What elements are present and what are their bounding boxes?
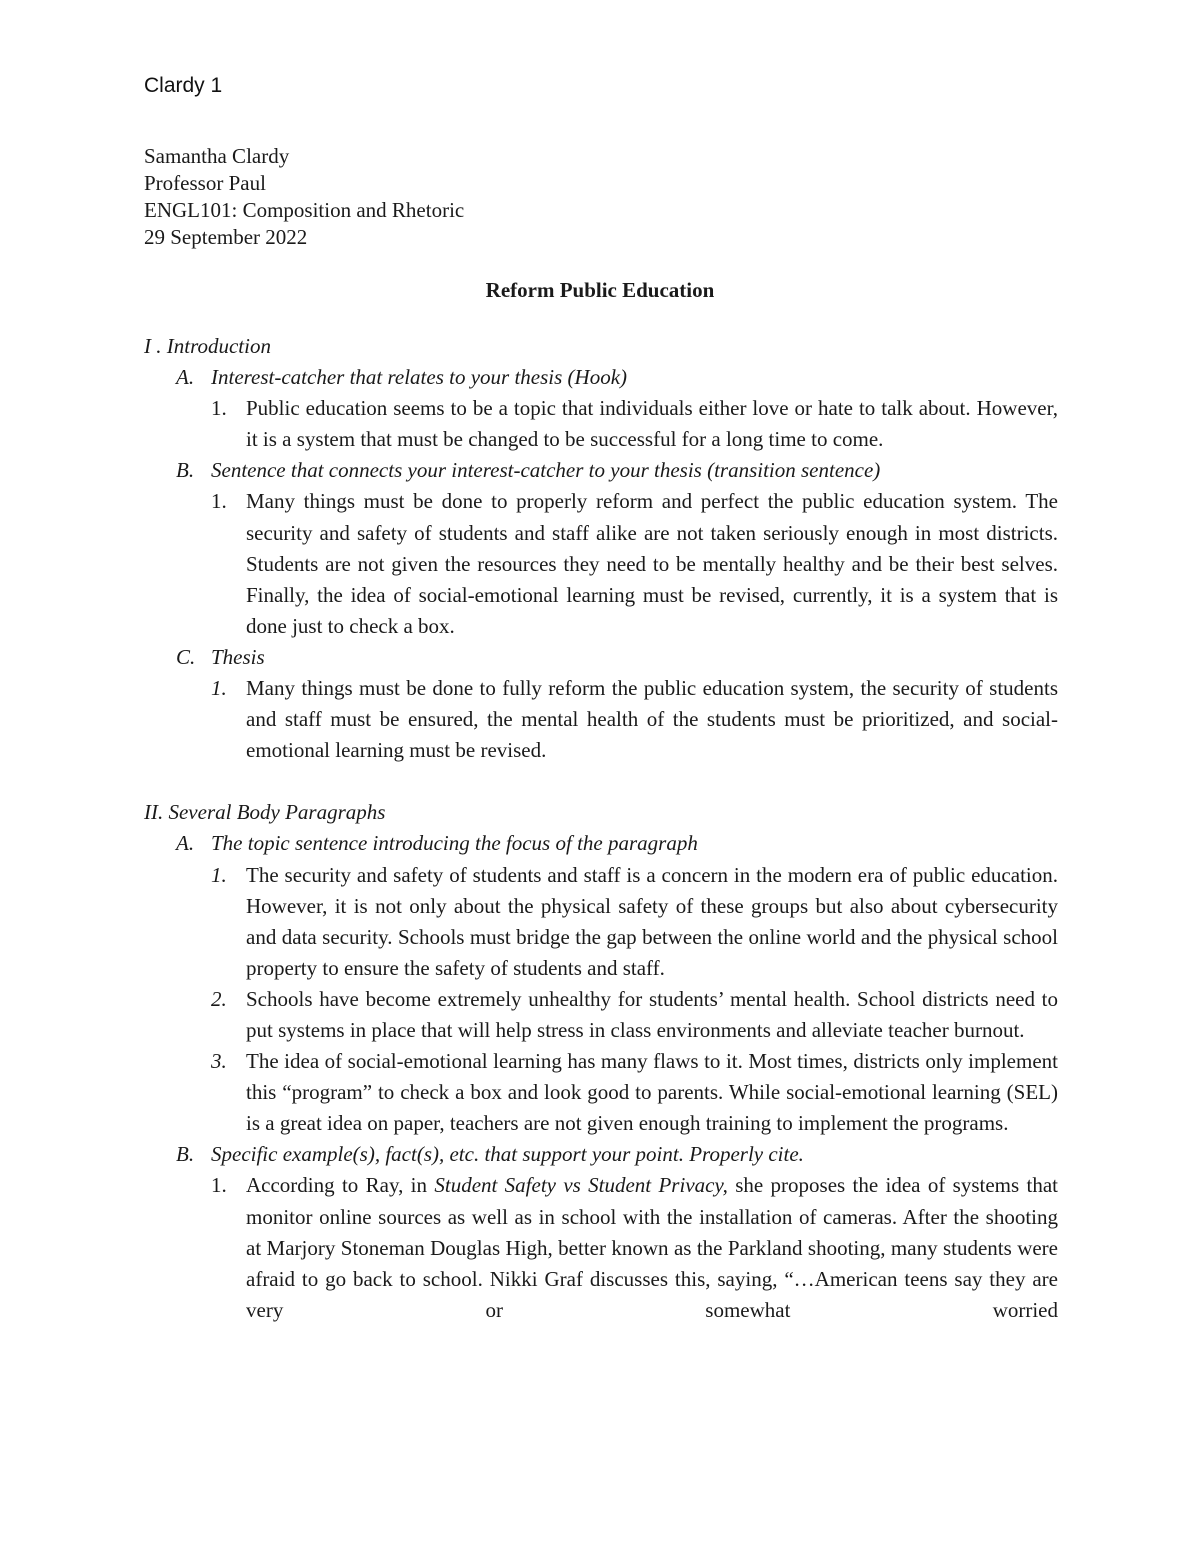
subsection-heading <box>144 828 1058 859</box>
document-title: Reform Public Education <box>485 278 715 302</box>
subsection-heading <box>144 1139 1058 1170</box>
outline-item <box>144 860 1058 984</box>
section-heading-introduction: I . Introduction <box>144 334 271 358</box>
item-number: 3. <box>211 1049 227 1074</box>
item-text: Public education seems to be a topic that individuals either love or hate to talk about. However, it is a system that must be changed to be successful for a long time to come. <box>246 396 1058 452</box>
item-number: 2. <box>211 986 227 1011</box>
course-name: ENGL101: Composition and Rhetoric <box>144 198 465 222</box>
date: 29 September 2022 <box>144 225 308 249</box>
item-text-post: she proposes the idea of systems that monitor online sources as well as in school with the installation of cameras. After the shooting at Marjory Stoneman Douglas High, better known as the Parkland shooting, many students were afraid to go back to school. Nikki Graf discusses this, saying, “…American teens say they are very or somewhat worried <box>246 1173 1058 1322</box>
item-number: 1. <box>211 1173 227 1198</box>
subsection-label: Thesis <box>211 644 265 669</box>
outline-item <box>144 1046 1058 1139</box>
professor-name: Professor Paul <box>144 171 266 195</box>
subsection-heading <box>144 642 1058 673</box>
item-number: 1. <box>211 862 227 887</box>
subsection-marker: A. <box>176 365 195 390</box>
item-text: Many things must be done to properly reform and perfect the public education system. The security and safety of students and staff alike are not taken seriously enough in most districts. Students are not given the resources they need to be mentally healthy and be their best selves. Finally, the idea of social-emotional learning must be revised, currently, it is a system that is done just to check a box. <box>246 489 1058 638</box>
outline-item <box>144 393 1058 455</box>
section-heading-body-paragraphs: II. Several Body Paragraphs <box>144 800 386 825</box>
outline-item <box>144 673 1058 766</box>
item-number: 1. <box>211 676 227 701</box>
subsection-marker: A. <box>176 831 195 856</box>
item-text: Schools have become extremely unhealthy for students’ mental health. School districts need to put systems in place that will help stress in class environments and alleviate teacher burnout. <box>246 986 1058 1042</box>
item-text-pre: According to Ray, in <box>246 1173 435 1198</box>
item-number: 1. <box>211 489 227 514</box>
subsection-label: The topic sentence introducing the focus of the paragraph <box>211 831 698 856</box>
subsection-label: Interest-catcher that relates to your thesis (Hook) <box>211 365 628 390</box>
item-text: The security and safety of students and staff is a concern in the modern era of public education. However, it is not only about the physical safety of these groups but also about cybersecurity and data security. Schools must bridge the gap between the online world and the physical school property to ensure the safety of students and staff. <box>246 862 1058 980</box>
subsection-label-rest: . that support your point. Properly cite. <box>473 1142 804 1167</box>
subsection-marker: C. <box>176 644 196 669</box>
item-text: The idea of social-emotional learning has many flaws to it. Most times, districts only implement this “program” to check a box and look good to parents. While social-emotional learning (SEL) is a great idea on paper, teachers are not given enough training to implement the programs. <box>246 1049 1058 1136</box>
mla-heading <box>144 143 464 251</box>
subsection-heading <box>144 455 1058 486</box>
item-number: 1. <box>211 396 227 421</box>
outline-item <box>144 984 1058 1046</box>
subsection-label-italic: Specific example(s), fact(s), etc <box>211 1142 474 1167</box>
outline-item <box>144 1170 1058 1325</box>
author-name: Samantha Clardy <box>144 144 290 168</box>
running-header: Clardy 1 <box>144 74 223 97</box>
outline-body <box>144 331 1058 1326</box>
blank-line <box>144 766 1058 797</box>
subsection-marker: B. <box>176 458 195 483</box>
outline-item <box>144 486 1058 641</box>
subsection-marker: B. <box>176 1142 195 1167</box>
subsection-label: Sentence that connects your interest-catcher to your thesis (transition sentence) <box>211 458 881 483</box>
item-text: Many things must be done to fully reform the public education system, the security of students and staff must be ensured, the mental health of the students must be prioritized, and social-emotional learning must be revised. <box>246 676 1058 763</box>
item-text <box>246 1170 1058 1325</box>
cited-source-title: Student Safety vs Student Privacy, <box>434 1173 728 1198</box>
subsection-heading <box>144 362 1058 393</box>
